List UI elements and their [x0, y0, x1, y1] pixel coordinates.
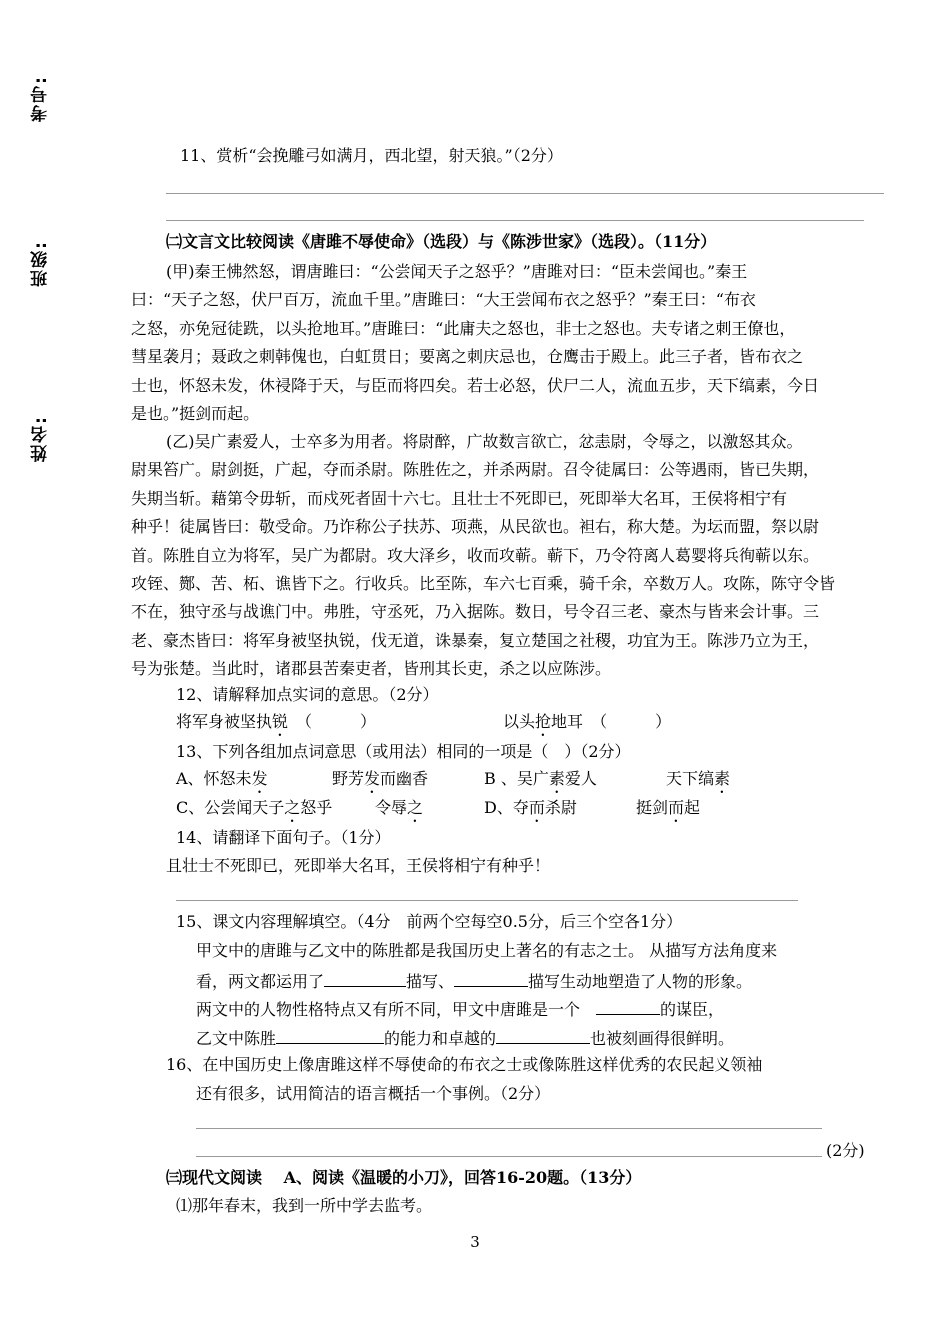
jia-line: 士也，怀怒未发，休祲降于天，与臣而将四矣。若士必怒，伏尸二人，流血五步，天下缟素，今日 — [131, 375, 820, 395]
fill-blank[interactable] — [276, 1027, 384, 1044]
option-c-pair: 令辱之 — [375, 798, 424, 817]
fill-blank[interactable] — [454, 970, 528, 987]
fill-blank[interactable] — [496, 1027, 590, 1044]
yi-line: 失期当斩。藉第令毋斩，而戍死者固十六七。且壮士不死即已，死即举大名耳，王侯将相宁有 — [131, 488, 788, 508]
question-13-stem: 13、下列各组加点词意思（或用法）相同的一项是（ ）（2分） — [176, 742, 631, 761]
question-14-stem: 14、请翻译下面句子。（1分） — [176, 828, 391, 847]
jia-line: 是也。”挺剑而起。 — [131, 404, 260, 423]
answer-line — [166, 193, 884, 194]
yi-line: 尉果笞广。尉剑挺，广起，夺而杀尉。陈胜佐之，并杀两尉。召令徒属曰：公等遇雨，皆已失期， — [131, 460, 820, 480]
jia-line: 之怒，亦免冠徒跣，以头抢地耳。”唐雎曰：“此庸夫之怒也，非士之怒也。夫专诸之刺王僚也， — [131, 318, 796, 338]
section-3-paragraph-1: ⑴那年春末，我到一所中学去监考。 — [176, 1196, 433, 1215]
option-c: C、公尝闻天子之怒乎 — [176, 798, 333, 817]
question-16-line-1: 16、在中国历史上像唐雎这样不辱使命的布衣之士或像陈胜这样优秀的农民起义领袖 — [166, 1055, 763, 1074]
option-b-pair: 天下缟素 — [666, 769, 731, 788]
question-16-score: (2分) — [826, 1141, 865, 1160]
jia-line: (甲)秦王怫然怒，谓唐雎曰：“公尝闻天子之怒乎？”唐雎对曰：“臣未尝闻也。”秦王 — [166, 262, 748, 281]
option-d-pair: 挺剑而起 — [636, 798, 701, 817]
question-12-item-a: 将军身被坚执锐 （ ） — [176, 712, 377, 731]
option-a: A、怀怒未发 — [176, 769, 268, 788]
option-b: B 、吴广素爱人 — [484, 769, 597, 788]
page-number: 3 — [470, 1233, 480, 1251]
yi-line: (乙)吴广素爱人，士卒多为用者。将尉醉，广故数言欲亡，忿恚尉，令辱之，以激怒其众。 — [166, 432, 803, 451]
question-15-line-4: 乙文中陈胜 的能力和卓越的 也被刻画得很鲜明。 — [196, 1029, 735, 1048]
question-15-line-3: 两文中的人物性格特点又有所不同，甲文中唐雎是一个 的谋臣， — [196, 1000, 725, 1019]
answer-line — [166, 220, 864, 221]
exam-number-label: 考号: — [31, 75, 51, 122]
question-11: 11、赏析“会挽雕弓如满月，西北望，射天狼。”（2分） — [180, 146, 563, 165]
question-14-sentence: 且壮士不死即已，死即举大名耳，王侯将相宁有种乎！ — [166, 856, 551, 875]
question-12-item-b: 以头抢地耳 （ ） — [503, 712, 672, 731]
question-16-line-2: 还有很多，试用简洁的语言概括一个事例。（2分） — [196, 1084, 551, 1103]
yi-line: 攻铚、酂、苦、柘、谯皆下之。行收兵。比至陈，车六七百乘，骑千余，卒数万人。攻陈，陈守令皆 — [131, 574, 836, 593]
yi-line: 种乎！徒属皆曰：敬受命。乃诈称公子扶苏、项燕，从民欲也。袒右，称大楚。为坛而盟，祭以尉 — [131, 517, 820, 537]
yi-line: 老、豪杰皆曰：将军身被坚执锐，伐无道，诛暴秦，复立楚国之社稷，功宜为王。陈涉乃立为王， — [131, 630, 820, 650]
yi-line: 不在，独守丞与战谯门中。弗胜，守丞死，乃入据陈。数日，号令召三老、豪杰与皆来会计事。三 — [131, 602, 820, 622]
question-15-line-2: 看，两文都运用了 描写、 描写生动地塑造了人物的形象。 — [196, 972, 753, 991]
answer-line — [196, 1156, 822, 1157]
jia-line: 曰：“天子之怒，伏尸百万，流血千里。”唐雎曰：“大王尝闻布衣之怒乎？”秦王曰：“布衣 — [131, 290, 756, 310]
question-15-line-1: 甲文中的唐雎与乙文中的陈胜都是我国历史上著名的有志之士。 从描写方法角度来 — [196, 941, 778, 960]
yi-line: 号为张楚。当此时，诸郡县苦秦吏者，皆刑其长吏，杀之以应陈涉。 — [131, 659, 612, 679]
jia-line: 彗星袭月；聂政之刺韩傀也，白虹贯日；要离之刺庆忌也，仓鹰击于殿上。此三子者，皆布衣之 — [131, 347, 804, 367]
yi-line: 首。陈胜自立为将军，吴广为都尉。攻大泽乡，收而攻蕲。蕲下，乃令符离人葛婴将兵徇蕲以东。 — [131, 545, 820, 565]
fill-blank[interactable] — [324, 970, 406, 987]
section-3-title: ㈢现代文阅读 A、阅读《温暖的小刀》，回答16-20题。（13分） — [166, 1168, 642, 1187]
question-15-stem: 15、课文内容理解填空。（4分 前两个空每空0.5分，后三个空各1分） — [176, 912, 683, 931]
option-d: D、夺而杀尉 — [484, 798, 577, 817]
question-12-stem: 12、请解释加点实词的意思。（2分） — [176, 685, 439, 704]
answer-line — [176, 900, 798, 901]
section-2-title: ㈡文言文比较阅读《唐雎不辱使命》（选段）与《陈涉世家》（选段）。（11分） — [166, 232, 717, 251]
answer-line — [196, 1128, 822, 1129]
option-a-pair: 野芳发而幽香 — [332, 769, 429, 788]
class-label: 班级: — [31, 240, 51, 287]
name-label: 姓名: — [31, 415, 51, 462]
fill-blank[interactable] — [596, 998, 660, 1015]
